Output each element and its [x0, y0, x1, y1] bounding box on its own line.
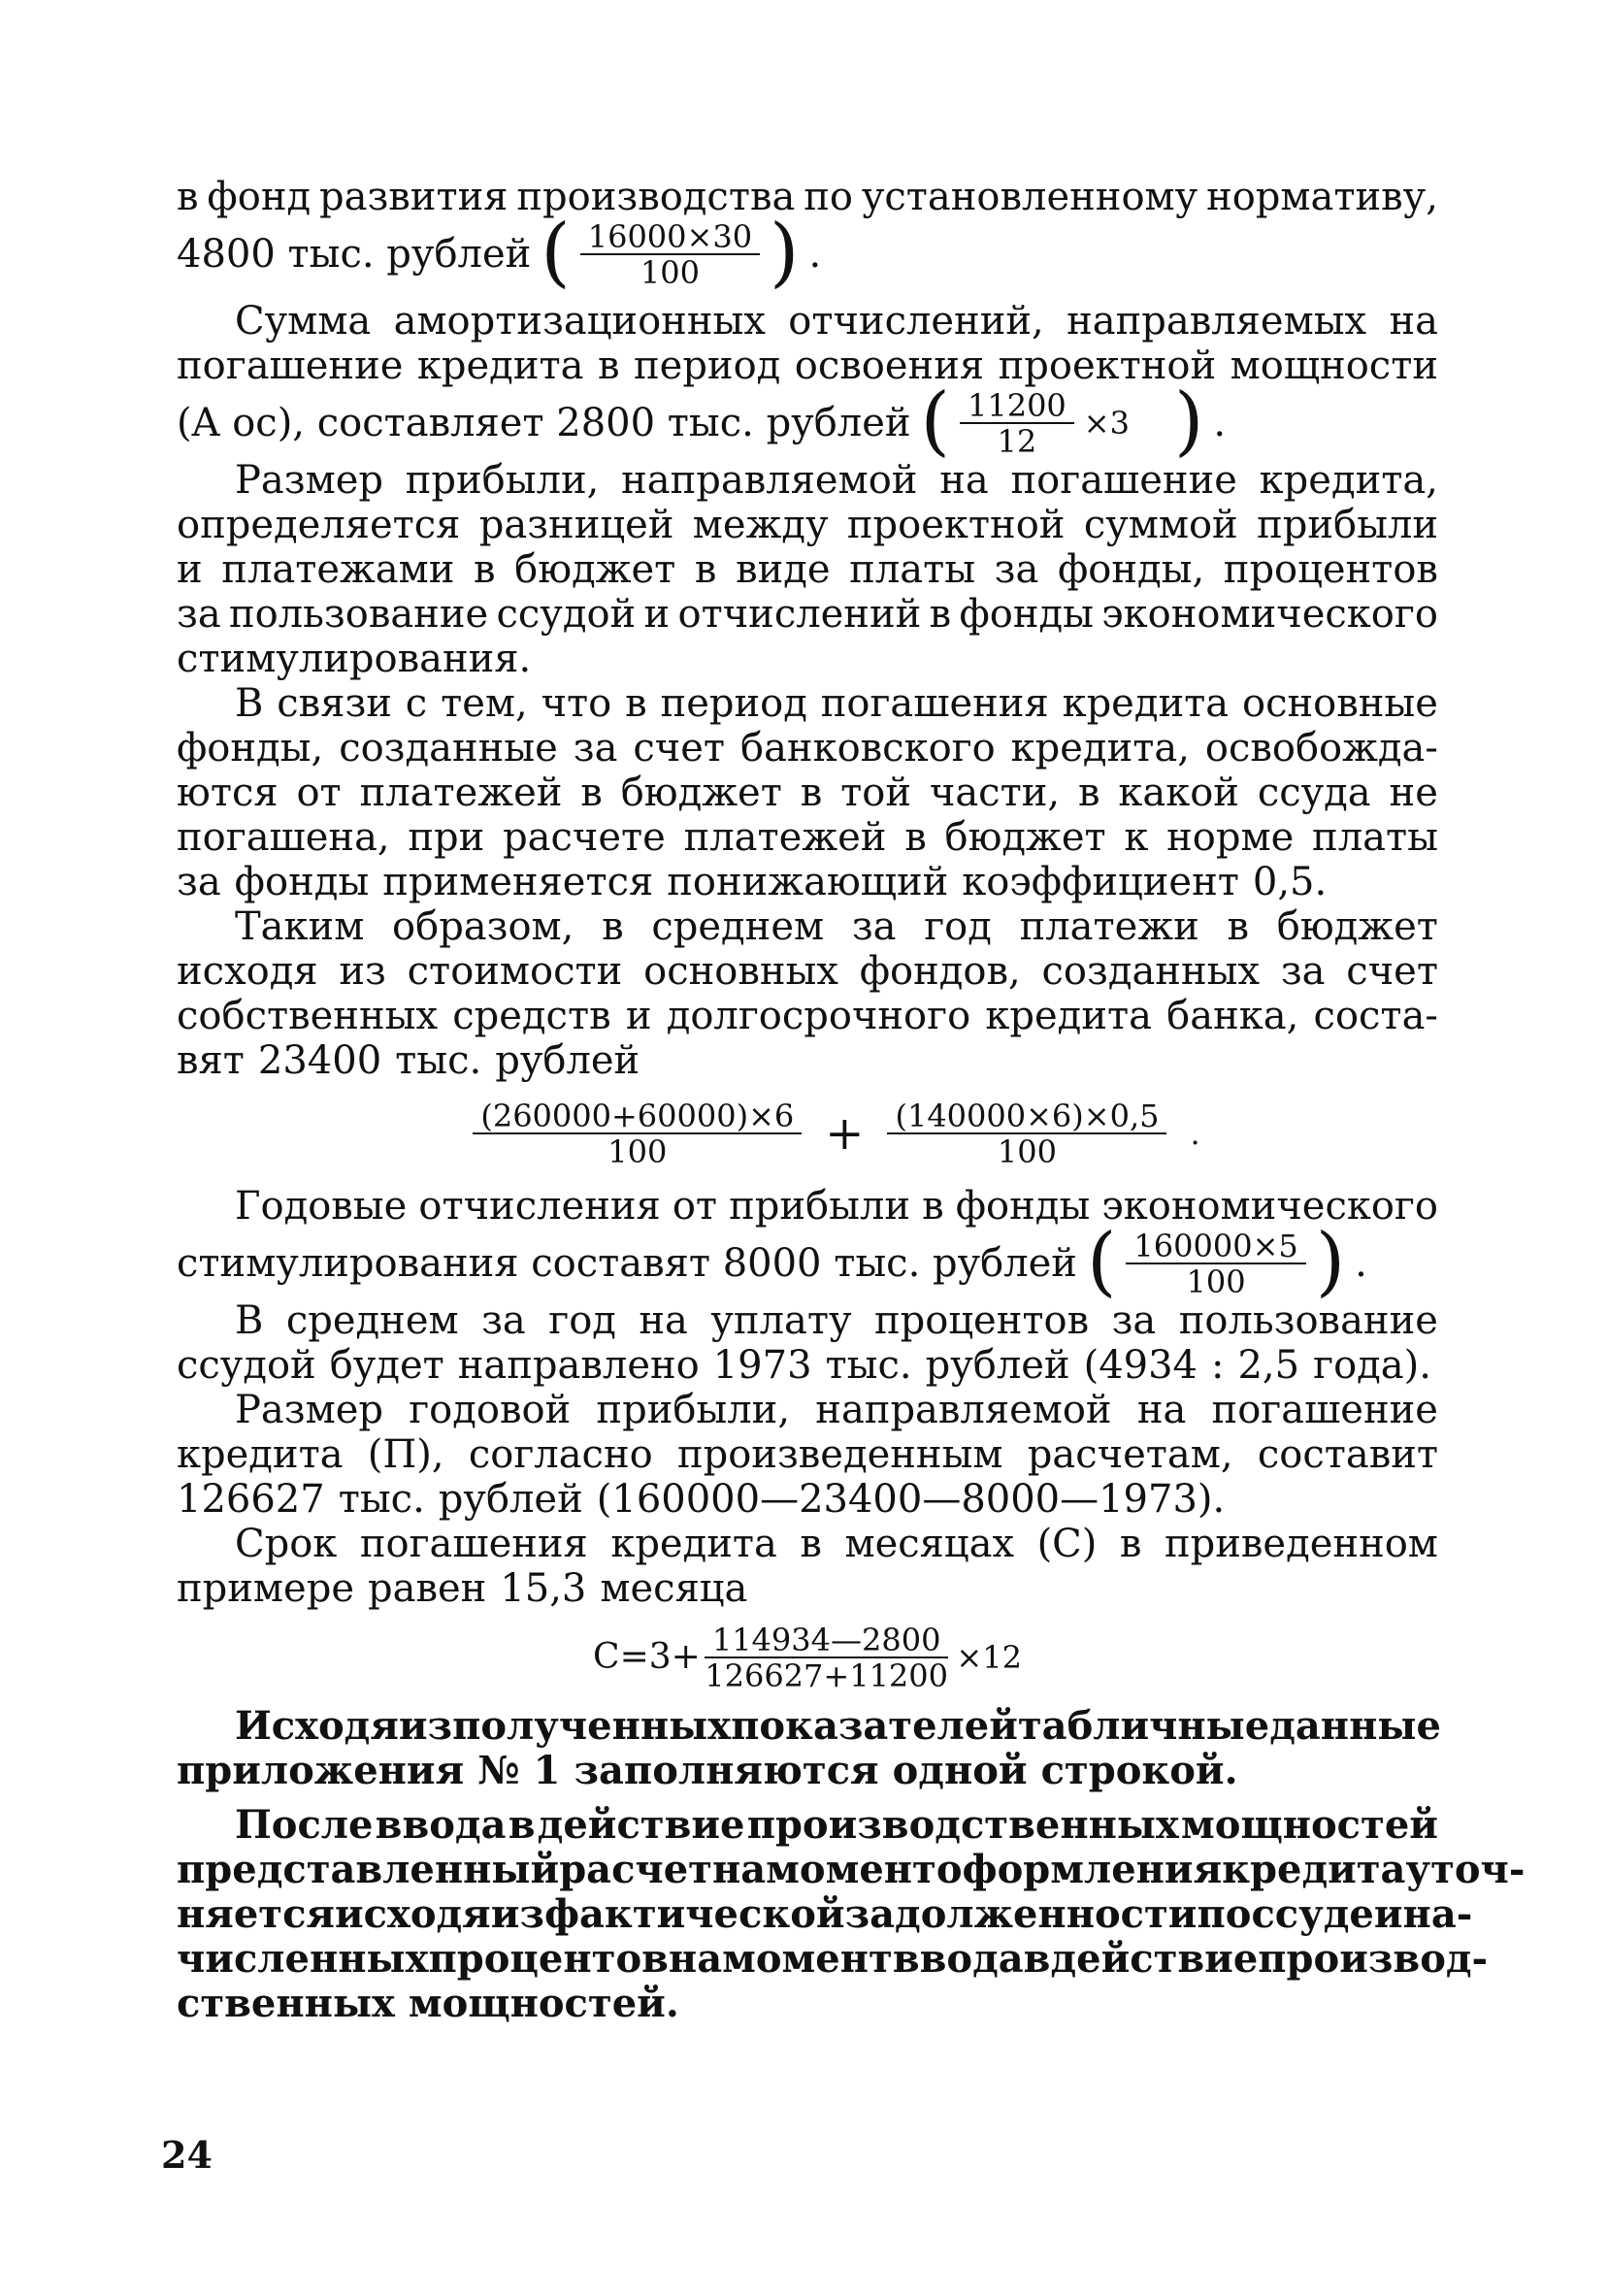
word: в [800, 771, 823, 815]
word: понижающий [667, 860, 949, 904]
word: в [625, 681, 647, 726]
word: среднем [651, 904, 825, 949]
word: в [177, 175, 199, 219]
plus-sign: + [825, 1106, 865, 1161]
left-paren: ( [541, 209, 571, 296]
word: в [580, 771, 603, 815]
word: (С) [1036, 1522, 1098, 1566]
text-line [177, 299, 1438, 344]
word: направляемых [1067, 299, 1367, 344]
text-line [177, 815, 1438, 860]
text-line [177, 1343, 1438, 1388]
word: приведенном [1164, 1522, 1438, 1566]
word: года). [1313, 1343, 1431, 1388]
text-line [177, 994, 1438, 1038]
text-line [177, 1982, 1438, 2026]
word: среднем [285, 1298, 459, 1343]
word: (П), [367, 1432, 444, 1477]
word: рублей [495, 1038, 640, 1083]
word: платы [849, 547, 976, 592]
word: в [922, 1184, 944, 1229]
word: кредита [985, 994, 1152, 1038]
word: Сумма [235, 299, 372, 344]
fraction-numerator: (260000+60000)×6 [473, 1100, 802, 1134]
word: какой [1118, 771, 1239, 815]
fraction-numerator: 16000×30 [580, 221, 760, 255]
text-line [177, 458, 1438, 503]
fraction-numerator: (140000×6)×0,5 [887, 1100, 1166, 1134]
text-line [177, 1749, 1438, 1793]
word: ссуда [1257, 771, 1371, 815]
word: Таким [235, 904, 365, 949]
word: 0,5. [1252, 860, 1328, 904]
term-formula [177, 1611, 1438, 1704]
fraction [473, 1097, 802, 1170]
word: и [625, 994, 652, 1038]
word: банковского [739, 726, 996, 771]
word: разницей [478, 503, 674, 547]
word: мощности [1230, 344, 1438, 388]
word: платежи [1019, 904, 1199, 949]
word: части, [929, 771, 1061, 815]
word: период [660, 681, 807, 726]
word: долгосрочного [666, 994, 971, 1038]
word: 126627 [177, 1477, 325, 1522]
word: исходя [334, 1891, 491, 1937]
word: при [408, 815, 485, 860]
left-paren: ( [1086, 1218, 1117, 1305]
word: кредита [1062, 681, 1230, 726]
word: по [804, 175, 853, 219]
text-line [177, 681, 1438, 726]
fraction-denominator: 12 [997, 422, 1037, 460]
word: на- [1402, 1891, 1473, 1937]
word: полученных [452, 1703, 732, 1749]
word: тем, [441, 681, 528, 726]
fraction-denominator: 100 [997, 1132, 1057, 1170]
word: год [548, 1298, 616, 1343]
text-line [177, 1703, 1441, 1749]
formula-lhs: C=3+ [593, 1637, 701, 1677]
text-line [177, 503, 1438, 547]
word: бюджет [620, 771, 782, 815]
word: рублей [438, 1477, 583, 1522]
formula-line [177, 377, 1438, 465]
word: той [840, 771, 911, 815]
word: примере [177, 1566, 354, 1611]
word: счет [633, 726, 726, 771]
word: данные [1269, 1703, 1441, 1749]
word: и [1373, 1891, 1403, 1937]
right-paren: ) [1173, 377, 1204, 465]
word: платежей [359, 771, 563, 815]
word: фонды [955, 1184, 1091, 1229]
word: основные [1241, 681, 1438, 726]
word: в [929, 592, 952, 637]
word: не [1389, 771, 1438, 815]
word: в [1023, 1936, 1051, 1982]
word: 1973 [712, 1343, 812, 1388]
word: (4934 [1083, 1343, 1198, 1388]
word: производства [516, 175, 796, 219]
word: месяцах [844, 1522, 1015, 1566]
word: произведенным [676, 1432, 1003, 1477]
word: в [1077, 771, 1100, 815]
text-line [177, 949, 1438, 994]
text-line [177, 1803, 1438, 1848]
word: согласно [468, 1432, 653, 1477]
word: пользование [228, 592, 489, 637]
word: направлено [457, 1343, 700, 1388]
word: Годовые [235, 1184, 408, 1229]
text-line [177, 726, 1438, 771]
word: период [633, 344, 781, 388]
word: процентов [1223, 547, 1438, 592]
word: прибыли [1257, 503, 1438, 547]
fraction-numerator: 114934—2800 [705, 1624, 949, 1658]
fraction-denominator: 100 [1186, 1263, 1246, 1300]
word: созданные [339, 726, 558, 771]
word: погашение [177, 344, 404, 388]
word: платежами [221, 547, 455, 592]
word: вят [177, 1038, 245, 1083]
word: направляемой [815, 1388, 1112, 1432]
word: погашена, [177, 815, 390, 860]
word: в [597, 344, 620, 388]
word: фонды, [1057, 547, 1205, 592]
word: фонд [207, 175, 312, 219]
word: в [602, 904, 624, 949]
word: В [235, 681, 264, 726]
word: в [800, 1522, 822, 1566]
word: средств [452, 994, 611, 1038]
word: процентов [428, 1936, 669, 1982]
fraction-numerator: 11200 [960, 390, 1074, 424]
fraction [887, 1097, 1166, 1170]
word: фонды, [177, 726, 324, 771]
word: из [398, 1703, 453, 1749]
word: ссудой [177, 1343, 316, 1388]
text-fragment: стимулирования составят 8000 тыс. рублей [177, 1241, 1077, 1286]
word: на [1136, 1388, 1187, 1432]
word: развития [319, 175, 509, 219]
text-line [177, 637, 1438, 681]
word: виде [736, 547, 831, 592]
word: ссуде [1251, 1891, 1374, 1937]
word: освоения [794, 344, 985, 388]
word: После [235, 1802, 374, 1848]
word: в [904, 815, 927, 860]
word: по [1197, 1891, 1252, 1937]
word: от [672, 1184, 718, 1229]
fraction [960, 386, 1074, 460]
text-line [177, 860, 1438, 904]
word: в [694, 547, 717, 592]
word: установленному [861, 175, 1198, 219]
text-line [177, 771, 1438, 815]
word: пользование [1178, 1298, 1438, 1343]
word: момент [722, 1936, 893, 1982]
word: рублей [925, 1343, 1070, 1388]
word: действие [537, 1802, 745, 1848]
word: и [177, 547, 203, 592]
period: . [1190, 1115, 1200, 1152]
word: представленный [177, 1847, 560, 1892]
word: экономического [1101, 592, 1438, 637]
word: Размер [235, 458, 383, 503]
word: погашения [359, 1522, 588, 1566]
word: исходя [177, 949, 318, 994]
word: и [643, 592, 671, 637]
word: стимулирования. [177, 637, 532, 681]
word: экономического [1101, 1184, 1438, 1229]
word: уточ- [1405, 1847, 1526, 1892]
text-line [177, 344, 1438, 388]
word: амортизационных [393, 299, 766, 344]
word: мощностей. [408, 1981, 679, 2026]
word: с [405, 681, 428, 726]
word: кредита [610, 1522, 777, 1566]
right-paren: ) [770, 209, 800, 296]
word: строкой. [1040, 1748, 1238, 1793]
word: задолженности [844, 1891, 1198, 1937]
word: ссудой [496, 592, 637, 637]
word: прибыли, [596, 1388, 791, 1432]
word: соста- [1313, 994, 1438, 1038]
word: созданных [1041, 949, 1261, 994]
word: 15,3 [500, 1566, 587, 1611]
right-paren: ) [1315, 1218, 1346, 1305]
word: месяца [600, 1566, 748, 1611]
word: отчисления [418, 1184, 661, 1229]
word: кредита [1222, 1847, 1406, 1892]
word: определяется [177, 503, 461, 547]
word: за [994, 547, 1039, 592]
word: численных [177, 1936, 429, 1982]
word: нормативу, [1206, 175, 1438, 219]
word: между [692, 503, 829, 547]
word: момент [766, 1847, 936, 1892]
word: на [1389, 299, 1438, 344]
word: к [1124, 815, 1149, 860]
word: отчислений [677, 592, 922, 637]
word: на [711, 1847, 767, 1892]
text-line [177, 904, 1438, 949]
formula-line [177, 209, 1438, 296]
text-line [177, 1891, 1473, 1937]
fraction-denominator: 100 [607, 1132, 668, 1170]
word: фонды [234, 860, 370, 904]
text-line [177, 1522, 1438, 1566]
text-line [177, 1566, 1438, 1611]
word: собственных [177, 994, 439, 1038]
fraction [705, 1621, 949, 1694]
word: за [1280, 949, 1326, 994]
text-line [177, 1298, 1438, 1343]
word: стоимости [407, 949, 623, 994]
word: бюджет [514, 547, 676, 592]
word: будет [329, 1343, 444, 1388]
word: за [481, 1298, 526, 1343]
word: заполняются [574, 1748, 879, 1793]
word: что [541, 681, 612, 726]
word: 2,5 [1237, 1343, 1300, 1388]
text-line [177, 175, 1438, 219]
word: (160000—23400—8000—1973). [596, 1477, 1226, 1522]
word: платы [1312, 815, 1438, 860]
word: показателей [731, 1703, 1018, 1749]
word: 23400 [257, 1038, 382, 1083]
word: Размер [235, 1388, 383, 1432]
word: составит [1257, 1432, 1438, 1477]
word: мощностей [1181, 1802, 1438, 1848]
word: освобожда- [1204, 726, 1438, 771]
text-fragment: 4800 тыс. рублей [177, 232, 532, 277]
word: бюджет [1276, 904, 1438, 949]
word: на [939, 458, 989, 503]
word: ются [177, 771, 279, 815]
word: от [296, 771, 342, 815]
word: связи [277, 681, 392, 726]
word: ввода [375, 1802, 507, 1848]
period: . [1213, 401, 1227, 445]
multiplier: ×3 [1083, 405, 1130, 442]
word: ственных [177, 1981, 395, 2026]
word: № [477, 1748, 520, 1793]
word: Срок [235, 1522, 338, 1566]
word: образом, [392, 904, 574, 949]
fraction-numerator: 160000×5 [1126, 1230, 1305, 1264]
period: . [808, 232, 822, 277]
word: за [177, 860, 221, 904]
word: за [177, 592, 221, 637]
word: в [508, 1802, 536, 1848]
word: действие [1050, 1936, 1259, 1982]
text-line [177, 1432, 1438, 1477]
formula-line [177, 1218, 1438, 1305]
word: кредита, [1010, 726, 1190, 771]
text-line [177, 1936, 1489, 1982]
word: няется [177, 1891, 335, 1937]
word: коэффициент [962, 860, 1239, 904]
word: погашения [820, 681, 1049, 726]
word: тыс. [825, 1343, 912, 1388]
word: : [1211, 1343, 1225, 1388]
fraction-denominator: 100 [640, 253, 700, 291]
text-line [177, 1038, 1438, 1083]
word: за [851, 904, 897, 949]
word: счет [1346, 949, 1438, 994]
word: производственных [746, 1802, 1179, 1848]
fraction-denominator: 126627+11200 [705, 1656, 948, 1694]
word: равен [368, 1566, 487, 1611]
word: кредита [416, 344, 584, 388]
word: расчетам, [1027, 1432, 1233, 1477]
word: расчете [503, 815, 666, 860]
page-number: 24 [161, 2133, 213, 2177]
word: на [668, 1936, 723, 1982]
word: В [235, 1298, 264, 1343]
word: в [1119, 1522, 1142, 1566]
word: фондов, [859, 949, 1021, 994]
payments-formula [235, 1083, 1438, 1184]
word: суммой [1083, 503, 1238, 547]
word: 1 [533, 1748, 561, 1793]
text-line [177, 1847, 1526, 1892]
word: прибыли [729, 1184, 911, 1229]
text-line [177, 1184, 1438, 1229]
word: в [474, 547, 496, 592]
word: погашение [1211, 1388, 1438, 1432]
word: бюджет [944, 815, 1106, 860]
word: тыс. [338, 1477, 425, 1522]
word: норме [1166, 815, 1295, 860]
word: из [339, 949, 386, 994]
word: в [1227, 904, 1250, 949]
text-line [177, 592, 1438, 637]
word: фонды [959, 592, 1094, 637]
word: из [490, 1891, 544, 1937]
word: проектной [998, 344, 1217, 388]
word: за [1111, 1298, 1157, 1343]
word: проектной [846, 503, 1066, 547]
word: направляемой [621, 458, 918, 503]
word: кредита [177, 1432, 344, 1477]
text-line [177, 1388, 1438, 1432]
word: основных [643, 949, 838, 994]
word: уплату [710, 1298, 852, 1343]
word: прибыли, [405, 458, 600, 503]
word: ввода [892, 1936, 1024, 1982]
word: приложения [177, 1748, 465, 1793]
word: отчислений, [788, 299, 1044, 344]
word: фактической [543, 1891, 845, 1937]
word: за [573, 726, 618, 771]
page-body [177, 175, 1526, 2026]
text-line [177, 547, 1438, 592]
left-paren: ( [920, 377, 950, 465]
fraction [580, 217, 760, 291]
period: . [1355, 1241, 1367, 1286]
word: погашение [1010, 458, 1237, 503]
multiplier: ×12 [956, 1639, 1022, 1676]
word: банка, [1166, 994, 1299, 1038]
word: табличные [1017, 1703, 1270, 1749]
word: Исходя [235, 1703, 399, 1749]
word: годовой [409, 1388, 572, 1432]
fraction [1126, 1227, 1305, 1300]
word: производ- [1258, 1936, 1489, 1982]
word: расчет [559, 1847, 712, 1892]
word: кредита, [1259, 458, 1438, 503]
word: год [924, 904, 992, 949]
word: платежей [683, 815, 887, 860]
word: процентов [873, 1298, 1090, 1343]
word: тыс. [395, 1038, 482, 1083]
text-line [177, 1477, 1438, 1522]
word: на [639, 1298, 688, 1343]
word: одной [892, 1748, 1028, 1793]
word: оформления [935, 1847, 1223, 1892]
text-fragment: (A ос), составляет 2800 тыс. рублей [177, 401, 911, 445]
word: применяется [382, 860, 654, 904]
